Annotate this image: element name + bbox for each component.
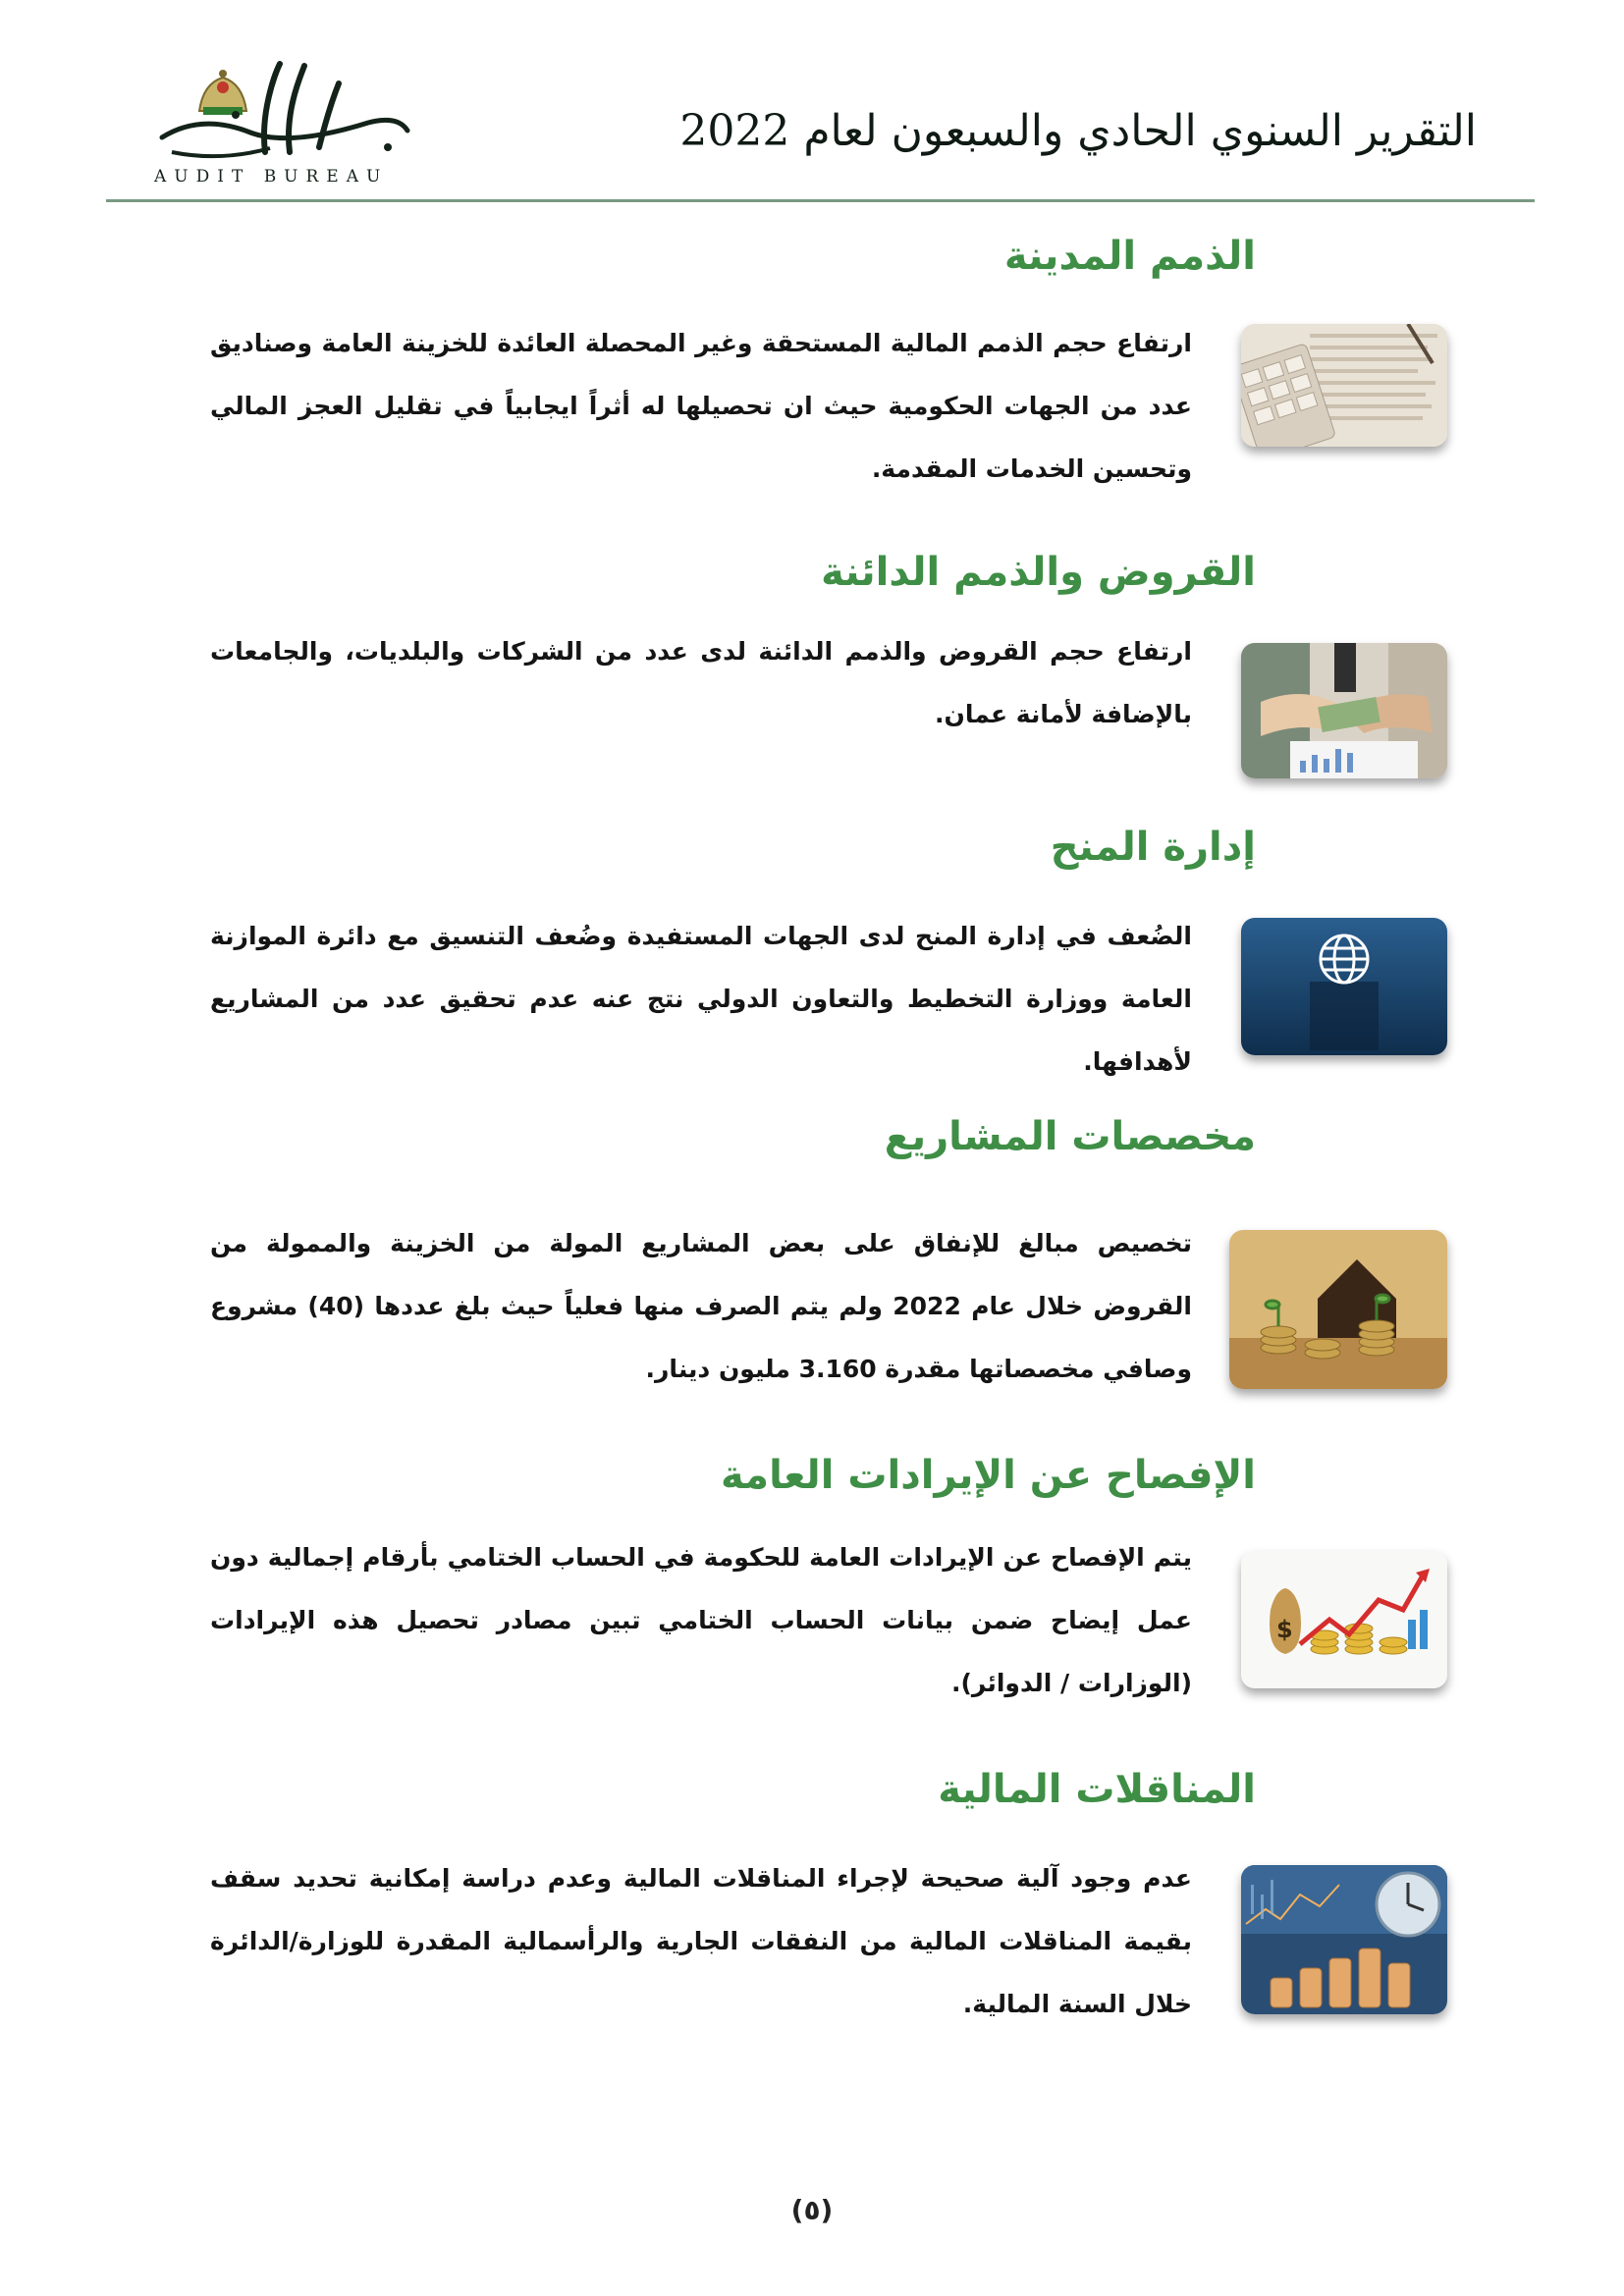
section-body: ارتفاع حجم القروض والذمم الدائنة لدى عدد من الشركات والبلديات، والجامعات بالإضافة لأمانة عمان. <box>210 637 1192 728</box>
section-title: المناقلات المالية <box>938 1767 1256 1812</box>
section-body: تخصيص مبالغ للإنفاق على بعض المشاريع المولة من الخزينة والممولة من القروض خلال عام 2022 ولم يتم الصرف منها فعلياً حيث بلغ عددها (40) مشروع وصافي مخصصاتها مقدرة 3.160 مليون دينار. <box>210 1229 1193 1383</box>
section-body: عدم وجود آلية صحيحة لإجراء المناقلات المالية وعدم دراسة إمكانية تحديد سقف بقيمة المناقلات المالية من النفقات الجارية والرأسمالية المقدرة للوزارة/الدائرة خلال السنة المالية. <box>210 1864 1192 2018</box>
calculator-documents-image <box>1241 324 1447 447</box>
finance-clock-coins-image <box>1241 1865 1447 2014</box>
section-body: الضُعف في إدارة المنح لدى الجهات المستفيدة وضُعف التنسيق مع دائرة الموازنة العامة ووزارة التخطيط والتعاون الدولي نتج عنه عدم تحقيق عدد من المشاريع لأهدافها. <box>210 922 1192 1076</box>
section-title: إدارة المنح <box>1050 825 1256 870</box>
page-number: (٥) <box>790 2194 834 2226</box>
section-title: الذمم المدينة <box>1003 234 1256 279</box>
money-handshake-image <box>1241 643 1447 778</box>
globe-icon-image <box>1241 918 1447 1055</box>
section-body: ارتفاع حجم الذمم المالية المستحقة وغير المحصلة العائدة للخزينة العامة وصناديق عدد من الجهات الحكومية حيث ان تحصيلها له أثراً ايجابياً في تقليل العجز المالي وتحسين الخدمات المقدمة. <box>210 329 1192 483</box>
report-title: التقرير السنوي الحادي والسبعون لعام 2022 <box>679 106 1477 156</box>
page-header <box>0 0 1624 206</box>
audit-bureau-logo <box>142 54 422 191</box>
section-title: الإفصاح عن الإيرادات العامة <box>721 1453 1256 1498</box>
svg-text:$: $ <box>1276 1616 1293 1643</box>
section-body: يتم الإفصاح عن الإيرادات العامة للحكومة في الحساب الختامي بأرقام إجمالية دون عمل إيضاح ضمن بيانات الحساب الختامي تبين مصادر تحصيل هذه الإيرادات (الوزارات / الدوائر). <box>210 1543 1192 1697</box>
logo-subtext: AUDIT BUREAU <box>154 167 389 187</box>
section-title: القروض والذمم الدائنة <box>821 550 1256 595</box>
revenue-growth-image <box>1241 1551 1447 1688</box>
header-divider <box>106 199 1535 202</box>
section-title: مخصصات المشاريع <box>884 1114 1256 1159</box>
coins-house-image <box>1229 1230 1447 1389</box>
